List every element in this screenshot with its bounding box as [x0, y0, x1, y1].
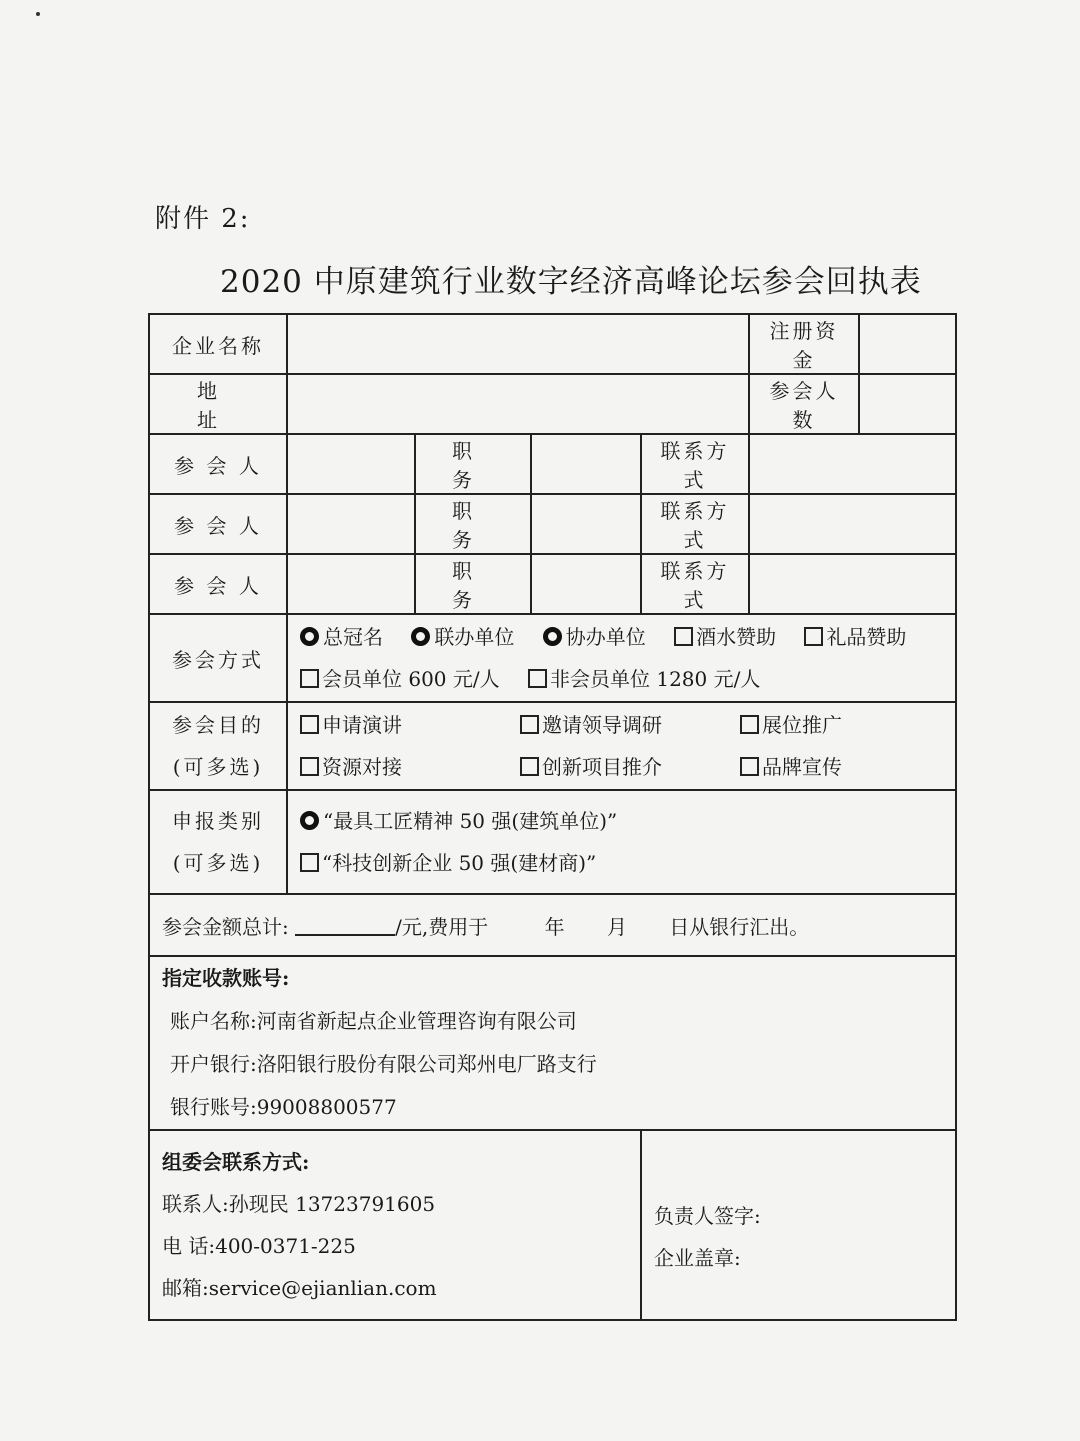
radio-selected-icon — [543, 627, 562, 646]
account-bank: 开户银行:洛阳银行股份有限公司郑州电厂路支行 — [170, 1052, 597, 1076]
position-label: 职 务 — [415, 554, 531, 614]
contact-field[interactable] — [749, 554, 956, 614]
seal-label: 企业盖章: — [654, 1246, 741, 1270]
mode-options — [287, 614, 956, 702]
mode-label: 参会方式 — [149, 614, 287, 702]
category-option-label: “科技创新企业 50 强(建材商)” — [322, 851, 597, 875]
category-option-label: “最具工匠精神 50 强(建筑单位)” — [323, 809, 618, 833]
committee-person: 联系人:孙现民 13723791605 — [162, 1192, 436, 1216]
radio-selected-icon — [300, 627, 319, 646]
purpose-label — [149, 702, 287, 790]
contact-label: 联系方式 — [641, 554, 749, 614]
checkbox-icon — [528, 669, 547, 688]
mode-option-label: 协办单位 — [565, 625, 646, 649]
account-heading: 指定收款账号: — [162, 966, 290, 990]
checkbox-icon — [520, 715, 539, 734]
attendee-field[interactable] — [287, 554, 415, 614]
purpose-option[interactable] — [520, 704, 720, 746]
mode-option-label: 礼品赞助 — [826, 625, 907, 649]
attendee-label: 参 会 人 — [149, 434, 287, 494]
signature-section — [641, 1130, 956, 1320]
position-field[interactable] — [531, 494, 641, 554]
committee-email: 邮箱:service@ejianlian.com — [162, 1276, 437, 1300]
attendee-field[interactable] — [287, 434, 415, 494]
registered-capital-field[interactable] — [859, 314, 956, 374]
position-label: 职 务 — [415, 434, 531, 494]
address-field[interactable] — [287, 374, 749, 434]
mode-option[interactable] — [804, 616, 906, 658]
contact-field[interactable] — [749, 494, 956, 554]
position-field[interactable] — [531, 434, 641, 494]
mode-option[interactable] — [543, 616, 646, 658]
fee-unit: /元,费用于 — [395, 914, 489, 939]
checkbox-icon — [804, 627, 823, 646]
purpose-option[interactable] — [520, 746, 720, 788]
attendee-label: 参 会 人 — [149, 554, 287, 614]
account-name: 账户名称:河南省新起点企业管理咨询有限公司 — [170, 1009, 577, 1033]
fee-month: 月 — [606, 914, 627, 939]
mode-option[interactable] — [528, 658, 760, 700]
attendee-label: 参 会 人 — [149, 494, 287, 554]
purpose-option[interactable] — [300, 704, 500, 746]
purpose-option-label: 申请演讲 — [322, 713, 402, 737]
contact-label: 联系方式 — [641, 494, 749, 554]
purpose-option[interactable] — [740, 746, 940, 788]
account-section — [149, 956, 956, 1130]
purpose-option[interactable] — [300, 746, 500, 788]
fee-prefix: 参会金额总计: — [162, 914, 289, 939]
category-options — [287, 790, 956, 894]
mode-option[interactable] — [411, 616, 514, 658]
purpose-label-text: 参会目的 — [172, 713, 264, 737]
position-label: 职 务 — [415, 494, 531, 554]
account-number: 银行账号:99008800577 — [170, 1095, 397, 1119]
purpose-option-label: 邀请领导调研 — [542, 713, 662, 737]
fee-year: 年 — [544, 914, 565, 939]
fee-amount-blank[interactable] — [295, 916, 395, 936]
checkbox-icon — [300, 715, 319, 734]
mode-option-label: 会员单位 600 元/人 — [322, 667, 500, 691]
company-name-field[interactable] — [287, 314, 749, 374]
purpose-option[interactable] — [740, 704, 940, 746]
mode-option-label: 非会员单位 1280 元/人 — [550, 667, 761, 691]
purpose-options — [287, 702, 956, 790]
purpose-option-label: 展位推广 — [762, 713, 842, 737]
checkbox-icon — [300, 757, 319, 776]
fee-row — [149, 894, 956, 956]
registration-form — [148, 313, 957, 1321]
company-name-label: 企业名称 — [149, 314, 287, 374]
contact-label: 联系方式 — [641, 434, 749, 494]
committee-phone: 电 话:400-0371-225 — [162, 1234, 356, 1258]
contact-field[interactable] — [749, 434, 956, 494]
page-title: 2020 中原建筑行业数字经济高峰论坛参会回执表 — [220, 264, 922, 300]
mode-option[interactable] — [300, 616, 383, 658]
scan-speck — [36, 12, 40, 16]
purpose-option-label: 创新项目推介 — [542, 755, 662, 779]
mode-option-label: 联办单位 — [434, 625, 515, 649]
address-label: 地 址 — [149, 374, 287, 434]
mode-option-label: 酒水赞助 — [696, 625, 777, 649]
mode-option-label: 总冠名 — [323, 625, 383, 649]
category-option[interactable] — [300, 800, 943, 842]
fee-suffix: 日从银行汇出。 — [669, 914, 810, 939]
checkbox-icon — [520, 757, 539, 776]
committee-section — [149, 1130, 641, 1320]
purpose-sublabel: (可多选) — [172, 755, 264, 779]
mode-option[interactable] — [674, 616, 776, 658]
checkbox-icon — [740, 715, 759, 734]
checkbox-icon — [300, 669, 319, 688]
checkbox-icon — [740, 757, 759, 776]
radio-selected-icon — [411, 627, 430, 646]
mode-option[interactable] — [300, 658, 500, 700]
attendee-count-field[interactable] — [859, 374, 956, 434]
attendee-field[interactable] — [287, 494, 415, 554]
registered-capital-label: 注册资金 — [749, 314, 859, 374]
position-field[interactable] — [531, 554, 641, 614]
attachment-label: 附件 2: — [155, 204, 251, 234]
checkbox-icon — [674, 627, 693, 646]
attendee-count-label: 参会人数 — [749, 374, 859, 434]
signer-label: 负责人签字: — [654, 1204, 761, 1228]
category-label — [149, 790, 287, 894]
category-sublabel: (可多选) — [172, 851, 264, 875]
purpose-option-label: 品牌宣传 — [762, 755, 842, 779]
checkbox-icon — [300, 853, 319, 872]
category-option[interactable] — [300, 842, 943, 884]
radio-selected-icon — [300, 811, 319, 830]
purpose-option-label: 资源对接 — [322, 755, 402, 779]
category-label-text: 申报类别 — [172, 809, 264, 833]
committee-heading: 组委会联系方式: — [162, 1150, 310, 1174]
